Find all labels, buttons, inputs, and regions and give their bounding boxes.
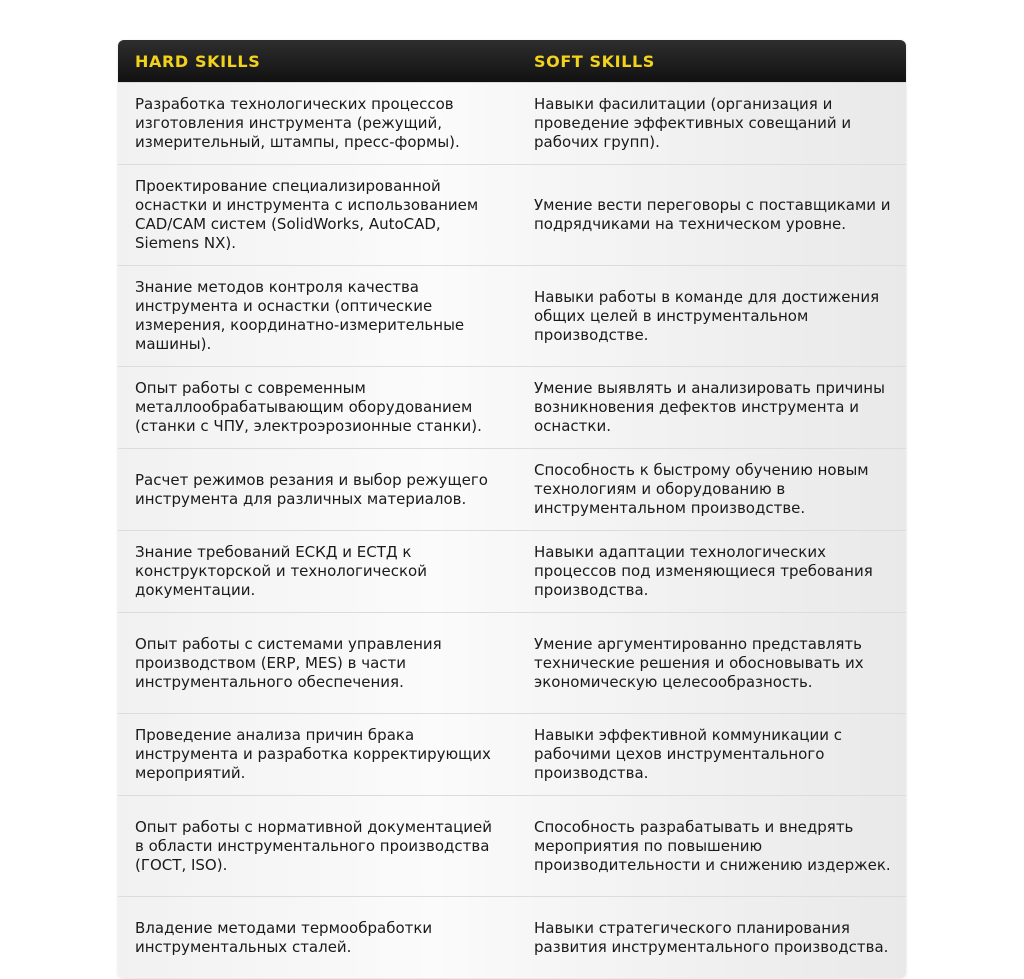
soft-skill-cell <box>518 449 906 530</box>
soft-skill-text: Навыки стратегического планирования развития инструментального производства. <box>534 918 889 956</box>
soft-skill-cell <box>518 897 906 978</box>
soft-skill-text: Навыки фасилитации (организация и проведение эффективных совещаний и рабочих групп). <box>534 95 852 151</box>
table-row <box>118 164 906 265</box>
hard-skill-text: Проектирование специализированной оснастки и инструмента с использованием CAD/CAM систем (SolidWorks, AutoCAD, Siemens NX). <box>135 177 479 252</box>
soft-skill-text: Умение аргументированно представлять технические решения и обосновывать их экономическую целесообразность. <box>534 634 864 691</box>
soft-skill-text: Умение выявлять и анализировать причины возникновения дефектов инструмента и оснастки. <box>534 379 885 435</box>
soft-skill-text: Способность к быстрому обучению новым технологиям и оборудованию в инструментальном производстве. <box>534 461 869 517</box>
soft-skill-cell <box>518 83 906 164</box>
skills-table <box>118 40 906 978</box>
table-row <box>118 530 906 612</box>
soft-skill-text: Навыки адаптации технологических процессов под изменяющиеся требования производства. <box>534 543 873 599</box>
hard-skill-text: Знание методов контроля качества инструмента и оснастки (оптические измерения, координатно-измерительные машины). <box>135 278 465 353</box>
hard-skill-text: Опыт работы с современным металлообрабатывающим оборудованием (станки с ЧПУ, электроэрозионные станки). <box>135 379 482 435</box>
hard-skill-cell <box>118 613 518 713</box>
hard-skill-text: Проведение анализа причин брака инструмента и разработка корректирующих мероприятий. <box>135 726 491 782</box>
hard-skill-cell <box>118 897 518 978</box>
table-row <box>118 795 906 896</box>
table-header <box>118 40 906 82</box>
soft-skill-cell <box>518 367 906 448</box>
table-row <box>118 265 906 366</box>
soft-skill-text: Умение вести переговоры с поставщиками и подрядчиками на техническом уровне. <box>534 196 891 233</box>
hard-skill-cell <box>118 165 518 265</box>
soft-skill-text: Навыки эффективной коммуникации с рабочими цехов инструментального производства. <box>534 726 843 782</box>
header-soft-skills: SOFT SKILLS <box>534 51 655 71</box>
soft-skill-cell <box>518 165 906 265</box>
hard-skill-cell <box>118 714 518 795</box>
table-row <box>118 448 906 530</box>
soft-skill-cell <box>518 796 906 896</box>
soft-skill-text: Способность разрабатывать и внедрять мероприятия по повышению производительности и снижению издержек. <box>534 817 891 874</box>
table-row <box>118 366 906 448</box>
hard-skill-cell <box>118 796 518 896</box>
table-row <box>118 82 906 164</box>
soft-skill-text: Навыки работы в команде для достижения общих целей в инструментальном производстве. <box>534 287 880 344</box>
hard-skill-cell <box>118 449 518 530</box>
soft-skill-cell <box>518 266 906 366</box>
hard-skill-cell <box>118 531 518 612</box>
hard-skill-cell <box>118 266 518 366</box>
table-row <box>118 612 906 713</box>
hard-skill-text: Владение методами термообработки инструментальных сталей. <box>135 918 433 956</box>
header-hard-skills: HARD SKILLS <box>135 51 261 71</box>
hard-skill-cell <box>118 367 518 448</box>
table-row <box>118 713 906 795</box>
table-row <box>118 896 906 978</box>
soft-skill-cell <box>518 714 906 795</box>
soft-skill-cell <box>518 613 906 713</box>
hard-skill-text: Разработка технологических процессов изготовления инструмента (режущий, измерительный, штампы, пресс-формы). <box>135 95 460 151</box>
hard-skill-text: Опыт работы с нормативной документацией в области инструментального производства (ГОСТ, ISO). <box>135 817 493 874</box>
hard-skill-text: Расчет режимов резания и выбор режущего инструмента для различных материалов. <box>135 470 488 508</box>
hard-skill-text: Знание требований ЕСКД и ЕСТД к конструкторской и технологической документации. <box>135 543 427 599</box>
hard-skill-cell <box>118 83 518 164</box>
soft-skill-cell <box>518 531 906 612</box>
hard-skill-text: Опыт работы с системами управления производством (ERP, MES) в части инструментального обеспечения. <box>135 634 442 691</box>
